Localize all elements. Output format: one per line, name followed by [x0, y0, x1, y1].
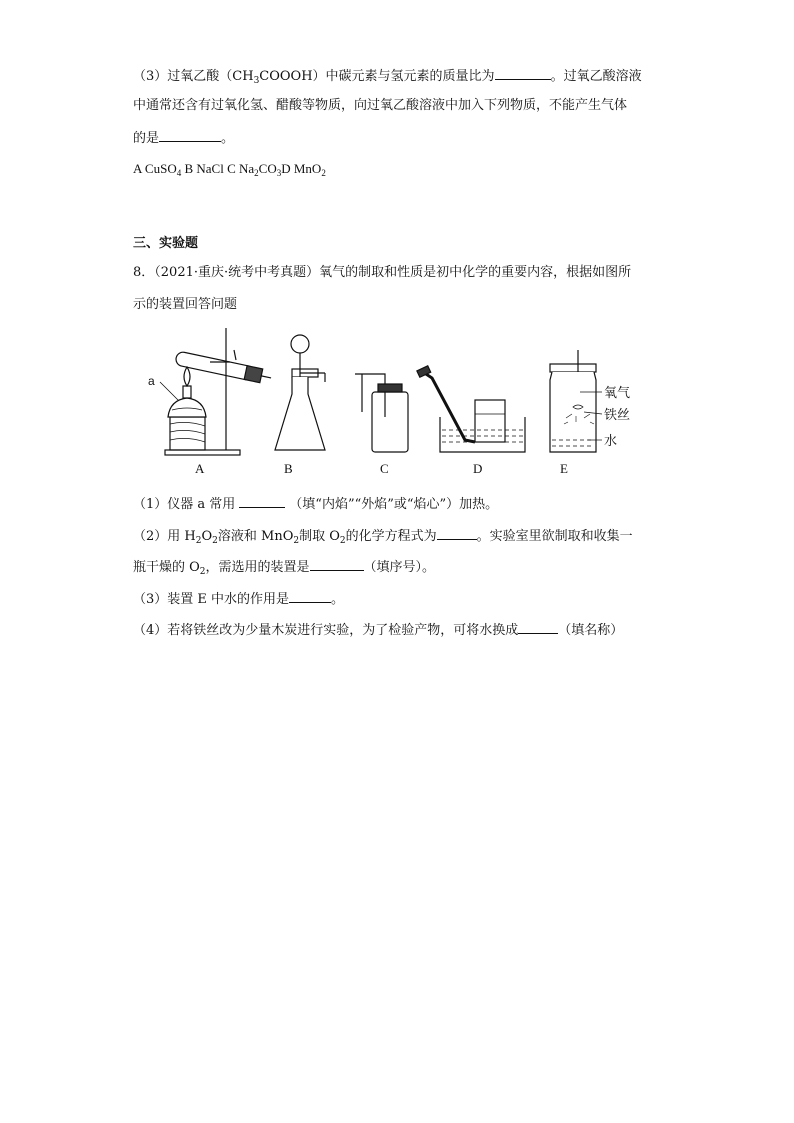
- subscript: 4: [176, 168, 182, 178]
- q8-sub2-line1: [133, 526, 633, 546]
- conical-flask: [275, 377, 325, 450]
- answer-blank[interactable]: [495, 66, 551, 80]
- q8-sub1: [133, 494, 498, 514]
- subscript: 2: [199, 567, 206, 577]
- subscript: 2: [195, 536, 202, 546]
- label-C: C: [380, 461, 389, 476]
- q8-text: 溶液和 MnO: [217, 529, 294, 544]
- q8-text: （1）仪器 a 常用: [133, 497, 236, 512]
- label-oxygen: 氧气: [604, 386, 631, 401]
- q8-text: ，需选用的装置是: [205, 560, 310, 575]
- answer-blank[interactable]: [518, 620, 558, 634]
- subscript: 2: [321, 168, 326, 178]
- label-a: a: [148, 374, 155, 388]
- q8-text: （3）装置 E 中水的作用是: [133, 592, 290, 607]
- label-E: E: [560, 461, 568, 476]
- q3-text: （3）过氧乙酸（CH: [133, 69, 254, 84]
- q8-text: （填“内焰”“外焰”或“焰心”）加热。: [289, 497, 499, 512]
- option-b-c: B NaCl C Na: [181, 161, 255, 176]
- q8-text: （填序号）。: [363, 560, 436, 575]
- label-B: B: [284, 461, 293, 476]
- q8-line1: 8．（2021·重庆·统考中考真题）氧气的制取和性质是初中化学的重要内容，根据如图所: [133, 265, 632, 280]
- subscript: 2: [339, 536, 346, 546]
- answer-blank[interactable]: [159, 128, 221, 142]
- q8-text: 。: [331, 592, 345, 607]
- q3-options: [133, 160, 326, 178]
- wood-block: [170, 417, 205, 450]
- q8-text: （填名称）: [558, 623, 624, 638]
- answer-blank[interactable]: [239, 494, 285, 508]
- label-iron-wire: 铁丝: [604, 408, 631, 423]
- q3-text: 的是: [133, 131, 160, 146]
- stand-base: [165, 450, 240, 455]
- q8-text: 。实验室里欲制取和收集一: [476, 529, 633, 544]
- q3-text: 。: [221, 131, 235, 146]
- subscript: 2: [293, 536, 300, 546]
- answer-blank[interactable]: [289, 589, 331, 603]
- q3-text: COOOH）中碳元素与氢元素的质量比为: [259, 69, 495, 84]
- q3-text: 。过氧乙酸溶液: [550, 69, 642, 84]
- answer-blank[interactable]: [437, 526, 477, 540]
- alcohol-lamp: [168, 398, 206, 417]
- gas-bottle: [372, 392, 408, 452]
- label-A: A: [195, 461, 205, 476]
- section-title: 三、实验题: [133, 236, 199, 251]
- q8-text: O: [201, 529, 213, 544]
- label-water: 水: [604, 434, 618, 449]
- answer-blank[interactable]: [310, 557, 364, 571]
- apparatus-figure: [140, 322, 660, 482]
- q8-sub3: [133, 589, 344, 609]
- funnel-bulb: [291, 335, 309, 353]
- option-d: D MnO: [281, 161, 322, 176]
- q8-text: （4）若将铁丝改为少量木炭进行实验，为了检验产物，可将水换成: [133, 623, 519, 638]
- delivery-tube: [420, 370, 475, 442]
- q3-line3: [133, 128, 234, 148]
- q8-text: 瓶干燥的 O: [133, 560, 200, 575]
- q8-text: （2）用 H: [133, 529, 196, 544]
- label-D: D: [473, 461, 483, 476]
- option-a: A CuSO: [133, 161, 177, 176]
- subscript: 2: [254, 168, 259, 178]
- subscript: 2: [212, 536, 218, 546]
- option-c: CO: [258, 161, 277, 176]
- q8-text: 的化学方程式为: [345, 529, 437, 544]
- q8-text: 制取 O: [299, 529, 340, 544]
- subscript: 3: [253, 76, 260, 86]
- q8-line2: 示的装置回答问题: [133, 297, 238, 312]
- q8-sub4: [133, 620, 623, 640]
- q3-line1: [133, 66, 642, 86]
- apparatus-drawing: [140, 322, 660, 482]
- subscript: 3: [276, 168, 282, 178]
- q8-sub2-line2: [133, 557, 435, 577]
- q3-line2: 中通常还含有过氧化氢、醋酸等物质，向过氧乙酸溶液中加入下列物质，不能产生气体: [133, 98, 628, 113]
